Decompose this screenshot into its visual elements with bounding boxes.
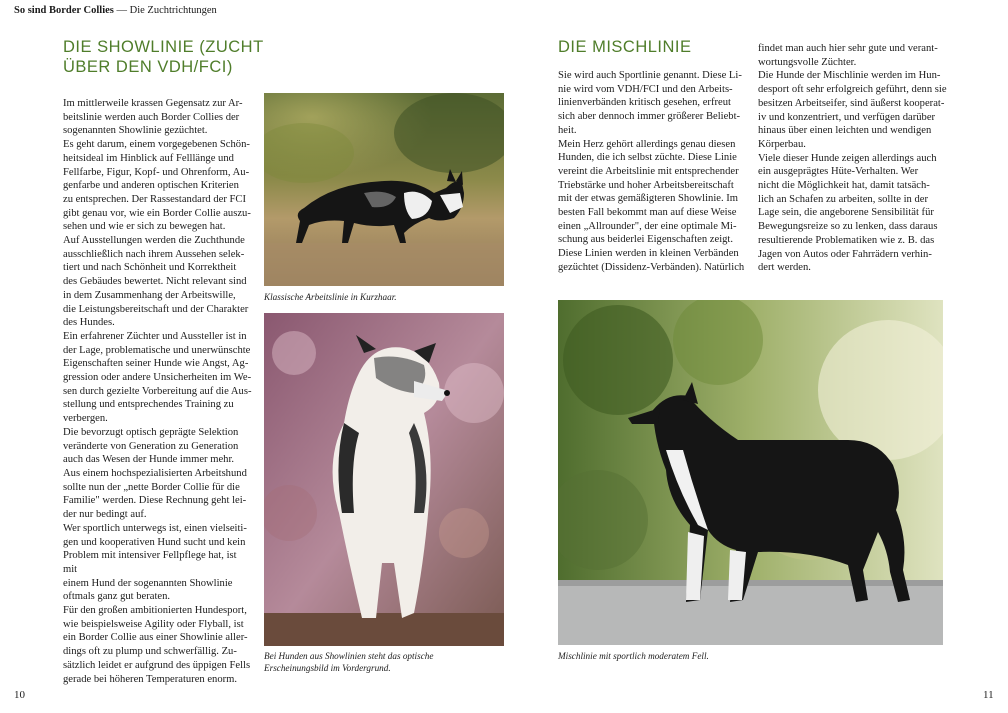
photo-mixed-line-dog — [558, 300, 943, 645]
showlinie-heading: DIE SHOWLINIE (ZUCHT ÜBER DEN VDH/FCI) — [63, 38, 264, 76]
caption-mixed-line: Mischlinie mit sportlich moderatem Fell. — [558, 651, 709, 661]
page-number-right: 11 — [983, 689, 994, 701]
caption-show-line: Bei Hunden aus Showlinien steht das optische Erscheinungsbild im Vordergrund. — [264, 651, 434, 673]
photo-show-line-dog — [264, 313, 504, 646]
mischlinie-heading: DIE MISCHLINIE — [558, 38, 692, 56]
caption-working-line: Klassische Arbeitslinie in Kurzhaar. — [264, 292, 397, 302]
running-head — [14, 5, 217, 16]
page-number-left: 10 — [14, 689, 25, 701]
showlinie-body: Im mittlerweile krassen Gegensatz zur Ar- beitslinie werden auch Border Collies der sogenannten Showlinie gezüchtet. Es geht darum, einem vorgegebenen Schön- heitsideal im Hinblick auf Felllänge und Fellfarbe, Figur, Kopf- und Ohrenform, Au- genfarbe und anderen optischen Kriterien zu entsprechen. Der Rassestandard der FCI gibt genau vor, wie ein Border Collie auszu- sehen und wie er sich zu bewegen hat. Auf Ausstellungen werden die Zuchthunde ausschließlich nach ihrem Aussehen selek- tiert und nach Schönheit und Korrektheit des Gebäudes bewertet. Nicht relevant sind in dem Zusammenhang der Arbeitswille, die Leistungsbereitschaft und der Charakter des Hundes. Ein erfahrener Züchter und Aussteller ist in der Lage, problematische und unerwünschte Eigenschaften seiner Hunde wie Angst, Ag- gression oder andere Unsicherheiten im We- sen durch gezielte Vorbereitung auf die Aus- stellung und entsprechendes Training zu verbergen. Die bevorzugt optisch geprägte Selektion veränderte von Generation zu Generation auch das Wesen der Hunde immer mehr. Aus einem hochspezialisierten Arbeitshund sollte nun der „nette Border Collie für die Familie" werden. Diese Rechnung geht lei- der nur bedingt auf. Wer sportlich unterwegs ist, einen vielseiti- gen und kooperativen Hund sucht und kein Problem mit intensiver Fellpflege hat, ist mit einem Hund der sogenannten Showlinie oftmals ganz gut beraten. Für den großen ambitionierten Hundesport, wie beispielsweise Agility oder Flyball, ist ein Border Collie aus einer Showlinie aller- dings oft zu plump und schwerfällig. Zu- sätzlich leidet er aufgrund des üppigen Fells gerade bei höheren Temperaturen enorm. — [63, 98, 252, 685]
mischlinie-body-col1: Sie wird auch Sportlinie genannt. Diese Li- nie wird vom VDH/FCI und den Arbeits- linienverbänden kritisch gesehen, erfreut sich aber dennoch immer größerer Beliebt- heit. Mein Herz gehört allerdings genau diesen Hunden, die ich selbst züchte. Diese Linie vereint die Arbeitslinie mit entsprechender Triebstärke und hoher Arbeitsbereitschaft mit der etwas gemäßigteren Showlinie. Im besten Fall bekommt man auf diese Weise einen „Allrounder", der eine optimale Mi- schung aus beiderlei Eigenschaften zeigt. Diese Linien werden in kleinen Verbänden gezüchtet (Dissidenz-Verbänden). Natürlich — [558, 70, 745, 273]
mischlinie-body-col2: findet man auch hier sehr gute und verant- wortungsvolle Züchter. Die Hunde der Mischlinie werden im Hun- desport oft sehr erfolgreich geführt, denn sie besitzen Arbeitseifer, sind äußerst kooperat- iv und konzentriert, und verfügen darüber hinaus über einen leichten und wendigen Körperbau. Viele dieser Hunde zeigen allerdings auch ein ausgeprägtes Hüte-Verhalten. Wer nicht die Möglichkeit hat, damit tatsäch- lich an Schafen zu arbeiten, sollte in der Lage sein, die angeborene Sensibilität für Bewegungsreize so zu lenken, dass daraus resultierende Problematiken wie z. B. das Jagen von Autos oder Fahrrädern verhin- dert werden. — [758, 43, 947, 274]
photo-working-line-dog — [264, 93, 504, 286]
running-head-title: So sind Border Collies — [14, 5, 114, 16]
running-head-separator: — — [116, 5, 127, 16]
running-head-chapter: Die Zuchtrichtungen — [129, 5, 217, 16]
